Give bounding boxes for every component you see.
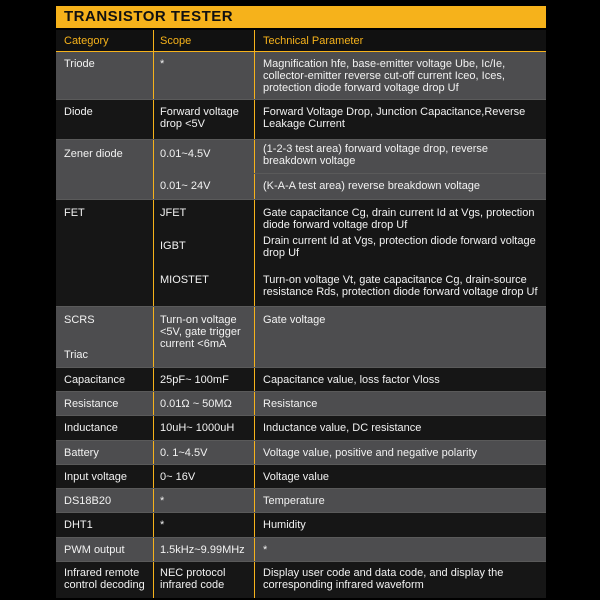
table-row-ds18b20 xyxy=(56,489,546,513)
category-cell: Triode xyxy=(64,58,95,70)
scope-cell: IGBT xyxy=(160,240,186,252)
scope-cell: 0~ 16V xyxy=(160,471,196,483)
parameter-cell: Display user code and data code, and display the corresponding infrared waveform xyxy=(263,567,504,591)
parameter-cell: Inductance value, DC resistance xyxy=(263,422,422,434)
table-row-dht1 xyxy=(56,513,546,538)
scope-cell: 1.5kHz~9.99MHz xyxy=(160,544,245,556)
category-cell: SCRS xyxy=(64,314,95,326)
category-cell: Battery xyxy=(64,447,99,459)
parameter-cell: Gate capacitance Cg, drain current Id at Vgs, protection diode forward voltage drop Uf xyxy=(263,207,535,231)
category-cell: Zener diode xyxy=(64,148,123,160)
scope-cell: 0. 1~4.5V xyxy=(160,447,208,459)
scope-cell: 0.01~ 24V xyxy=(160,180,211,192)
parameter-cell: Turn-on voltage Vt, gate capacitance Cg, drain-source resistance Rds, protection diode forward voltage drop Uf xyxy=(263,274,538,298)
table-row-zener xyxy=(56,140,546,200)
parameter-cell: Voltage value, positive and negative polarity xyxy=(263,447,478,459)
scope-cell: * xyxy=(160,58,165,70)
header-scope: Scope xyxy=(160,35,192,47)
spec-table xyxy=(56,30,546,598)
category-cell: Diode xyxy=(64,106,93,118)
parameter-cell: Capacitance value, loss factor Vloss xyxy=(263,374,440,386)
table-row-infrared xyxy=(56,562,546,598)
category-cell: Infrared remote control decoding xyxy=(64,567,145,591)
scope-cell: 10uH~ 1000uH xyxy=(160,422,235,434)
parameter-cell: * xyxy=(263,544,268,556)
table-row-pwm xyxy=(56,538,546,562)
parameter-cell: (K-A-A test area) reverse breakdown voltage xyxy=(263,180,481,192)
scope-cell: * xyxy=(160,495,165,507)
category-cell: FET xyxy=(64,207,85,219)
scope-cell: 0.01Ω ~ 50MΩ xyxy=(160,398,232,410)
table-row-scrs xyxy=(56,307,546,368)
parameter-cell: (1-2-3 test area) forward voltage drop, reverse breakdown voltage xyxy=(263,143,488,167)
parameter-cell: Forward Voltage Drop, Junction Capacitance,Reverse Leakage Current xyxy=(263,106,526,130)
scope-cell: 0.01~4.5V xyxy=(160,148,211,160)
parameter-cell: Voltage value xyxy=(263,471,330,483)
category-cell: Input voltage xyxy=(64,471,127,483)
parameter-cell: Magnification hfe, base-emitter voltage Ube, Ic/Ie, collector-emitter reverse cut-off current Iceo, Ices, protection diode forward voltage drop Uf xyxy=(263,58,506,94)
parameter-cell: Gate voltage xyxy=(263,314,326,326)
table-row-capacitance xyxy=(56,368,546,392)
category-cell: Inductance xyxy=(64,422,118,434)
scope-cell: MIOSTET xyxy=(160,274,209,286)
scope-cell: Forward voltage drop <5V xyxy=(160,106,239,130)
scope-cell: 25pF~ 100mF xyxy=(160,374,229,386)
table-row-resistance xyxy=(56,392,546,416)
scope-cell: NEC protocol infrared code xyxy=(160,567,226,591)
parameter-cell: Humidity xyxy=(263,519,306,531)
table-row-input-voltage xyxy=(56,465,546,489)
category-cell: Resistance xyxy=(64,398,119,410)
parameter-cell: Drain current Id at Vgs, protection diode forward voltage drop Uf xyxy=(263,235,536,259)
category-cell: DHT1 xyxy=(64,519,93,531)
scope-cell: Turn-on voltage <5V, gate trigger current <6mA xyxy=(160,314,241,350)
table-row-diode xyxy=(56,100,546,140)
page-title: TRANSISTOR TESTER xyxy=(56,6,546,28)
category-cell: Triac xyxy=(64,349,89,361)
table-header xyxy=(56,30,546,52)
category-cell: Capacitance xyxy=(64,374,126,386)
category-cell: PWM output xyxy=(64,544,125,556)
scope-cell: JFET xyxy=(160,207,187,219)
table-row-battery xyxy=(56,441,546,465)
table-row-triode xyxy=(56,52,546,100)
parameter-cell: Temperature xyxy=(263,495,325,507)
header-category: Category xyxy=(64,35,109,47)
table-row-inductance xyxy=(56,416,546,441)
header-parameter: Technical Parameter xyxy=(263,35,364,47)
category-cell: DS18B20 xyxy=(64,495,112,507)
parameter-cell: Resistance xyxy=(263,398,318,410)
scope-cell: * xyxy=(160,519,165,531)
table-row-fet xyxy=(56,200,546,307)
